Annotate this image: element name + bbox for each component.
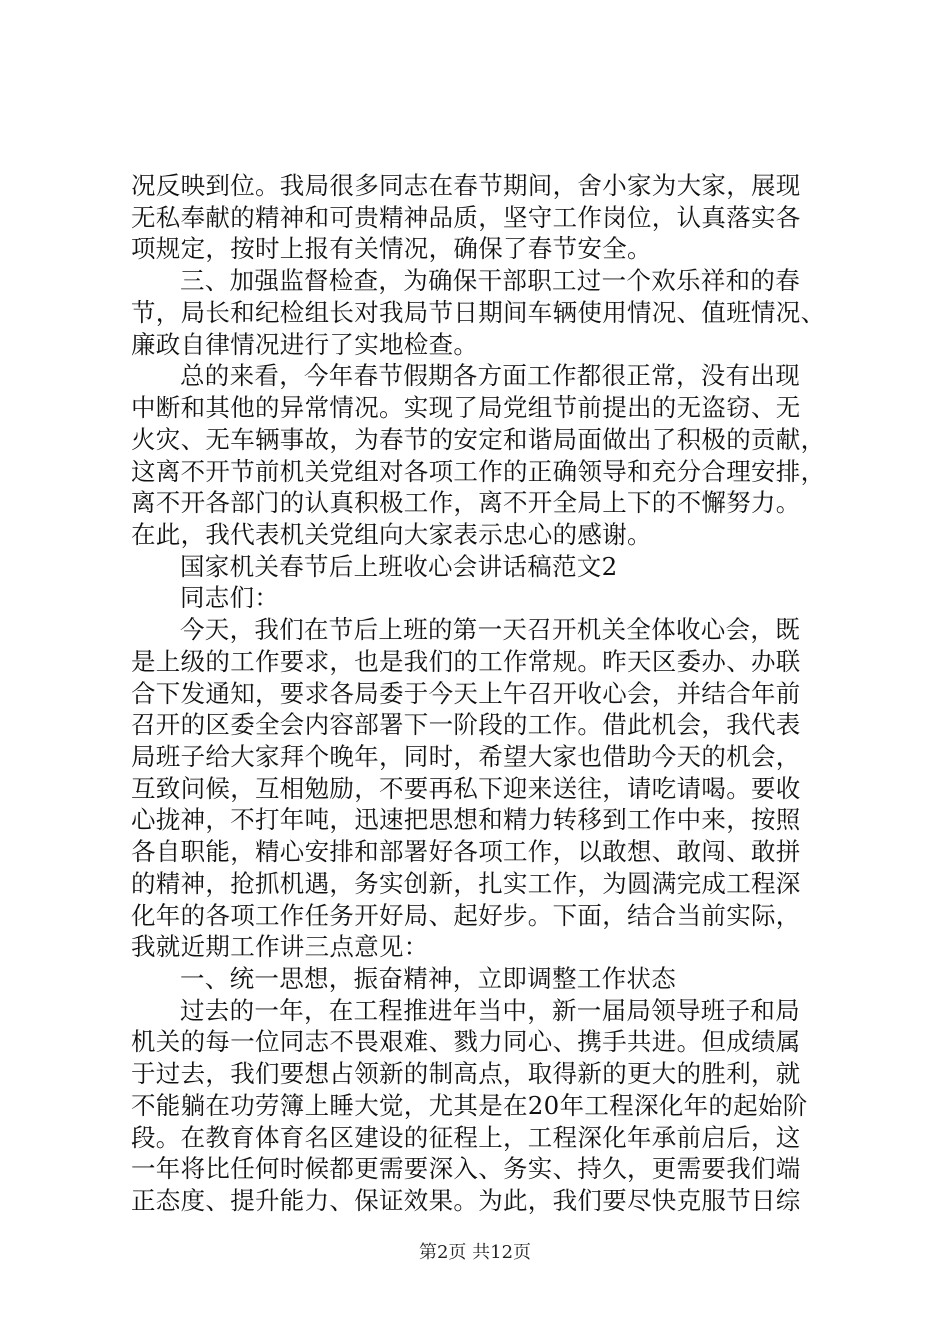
text-line: 廉政自律情况进行了实地检查。 bbox=[131, 329, 479, 359]
text-line: 中断和其他的异常情况。实现了局党组节前提出的无盗窃、无 bbox=[131, 393, 801, 422]
page-number-footer: 第2页 共12页 bbox=[418, 1242, 532, 1263]
text-line: 况反映到位。我局很多同志在春节期间，舍小家为大家，展现 bbox=[131, 171, 801, 200]
text-line: 不能躺在功劳簿上睡大觉，尤其是在20年工程深化年的起始阶 bbox=[131, 1090, 808, 1120]
text-line: 正态度、提升能力、保证效果。为此，我们要尽快克服节日综 bbox=[131, 1186, 801, 1215]
text-line: 局班子给大家拜个晚年，同时，希望大家也借助今天的机会， bbox=[131, 741, 801, 771]
text-line: 总的来看，今年春节假期各方面工作都很正常，没有出现 bbox=[180, 361, 800, 391]
text-line: 段。在教育体育名区建设的征程上，工程深化年承前启后，这 bbox=[131, 1122, 801, 1152]
text-line: 无私奉献的精神和可贵精神品质，坚守工作岗位，认真落实各 bbox=[131, 202, 801, 232]
text-line: 我就近期工作讲三点意见： bbox=[131, 932, 429, 962]
text-line: 项规定，按时上报有关情况，确保了春节安全。 bbox=[131, 234, 652, 264]
text-line: 在此，我代表机关党组向大家表示忠心的感谢。 bbox=[131, 519, 652, 549]
text-line: 心拢神，不打年吨，迅速把思想和精力转移到工作中来，按照 bbox=[131, 805, 801, 835]
section-title: 国家机关春节后上班收心会讲话稿范文2 bbox=[180, 551, 618, 581]
text-line: 的精神，抢抓机遇，务实创新，扎实工作，为圆满完成工程深 bbox=[131, 868, 801, 898]
text-line: 火灾、无车辆事故，为春节的安定和谐局面做出了积极的贡献， bbox=[131, 424, 826, 454]
text-line: 于过去，我们要想占领新的制高点，取得新的更大的胜利，就 bbox=[131, 1059, 801, 1089]
text-line: 今天，我们在节后上班的第一天召开机关全体收心会，既 bbox=[180, 615, 800, 645]
text-line: 三、加强监督检查，为确保干部职工过一个欢乐祥和的春 bbox=[180, 266, 800, 296]
text-line: 化年的各项工作任务开好局、起好步。下面，结合当前实际， bbox=[131, 900, 801, 930]
text-line: 召开的区委全会内容部署下一阶段的工作。借此机会，我代表 bbox=[131, 710, 801, 740]
text-line: 合下发通知，要求各局委于今天上午召开收心会，并结合年前 bbox=[131, 678, 801, 708]
text-line: 是上级的工作要求，也是我们的工作常规。昨天区委办、办联 bbox=[131, 646, 801, 676]
section-heading: 一、统一思想，振奋精神，立即调整工作状态 bbox=[180, 964, 676, 993]
text-line: 一年将比任何时候都更需要深入、务实、持久，更需要我们端 bbox=[131, 1154, 801, 1184]
salutation: 同志们： bbox=[180, 583, 280, 613]
text-line: 各自职能，精心安排和部署好各项工作，以敢想、敢闯、敢拼 bbox=[131, 837, 801, 867]
text-line: 节，局长和纪检组长对我局节日期间车辆使用情况、值班情况、 bbox=[131, 297, 826, 327]
text-line: 过去的一年，在工程推进年当中，新一届局领导班子和局 bbox=[180, 995, 800, 1025]
text-line: 互致问候，互相勉励，不要再私下迎来送往，请吃请喝。要收 bbox=[131, 773, 801, 803]
text-line: 这离不开节前机关党组对各项工作的正确领导和充分合理安排， bbox=[131, 456, 826, 486]
text-line: 离不开各部门的认真积极工作，离不开全局上下的不懈努力。 bbox=[131, 488, 801, 518]
text-line: 机关的每一位同志不畏艰难、戮力同心、携手共进。但成绩属 bbox=[131, 1027, 801, 1057]
